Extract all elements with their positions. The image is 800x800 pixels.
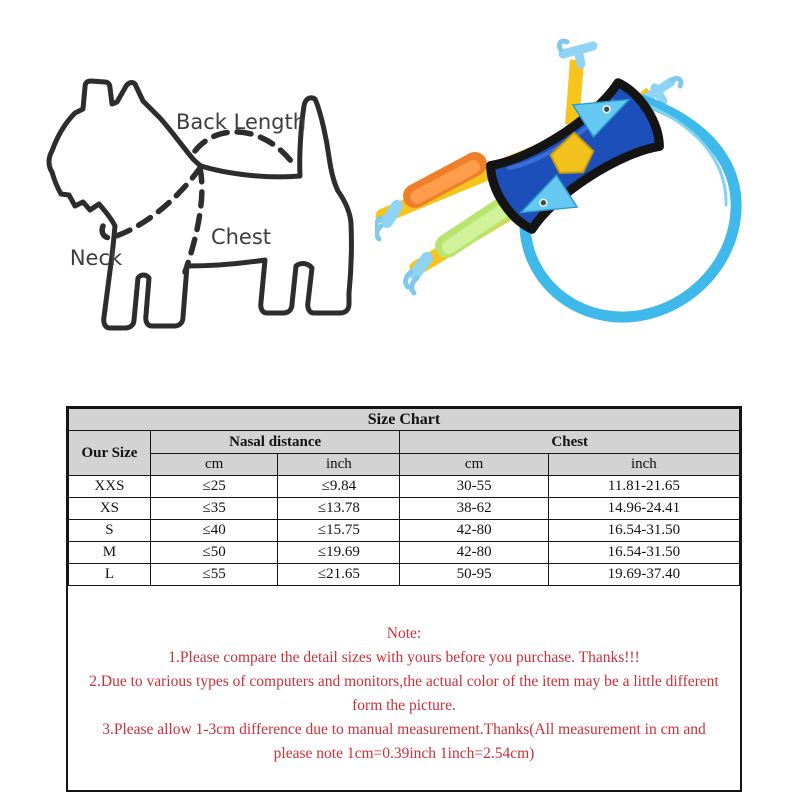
cell-nasal-cm: ≤25 [150,476,277,498]
note-block [68,586,740,790]
chest-label: Chest [210,225,272,249]
col-header-nasal-distance: Nasal distance [150,431,400,454]
cell-size: S [69,520,151,542]
cell-chest-cm: 50-95 [400,564,548,586]
cell-nasal-cm: ≤50 [150,542,277,564]
unit-header-chest-cm: cm [400,454,548,476]
cell-nasal-cm: ≤40 [150,520,277,542]
size-chart-title: Size Chart [69,409,740,431]
note-line-2: 2.Due to various types of computers and monitors,the actual color of the item may be a little different form the picture. [89,673,719,715]
table-row-m [69,542,740,564]
cell-chest-cm: 30-55 [400,476,548,498]
halo-harness-product-image [375,20,775,360]
cell-nasal-inch: ≤21.65 [278,564,400,586]
table-row-xs [69,498,740,520]
cell-size: XS [69,498,151,520]
cell-chest-inch: 14.96-24.41 [548,498,739,520]
table-row-l [69,564,740,586]
size-chart-table [68,408,740,586]
back-length-dash-line [195,132,291,161]
dog-measurement-diagram [15,25,375,355]
back-length-label: Back Length [175,110,307,134]
cell-nasal-inch: ≤13.78 [278,498,400,520]
cell-size: XXS [69,476,151,498]
neck-label: Neck [69,246,123,270]
col-header-our-size: Our Size [69,431,151,476]
unit-header-chest-inch: inch [548,454,739,476]
cell-chest-inch: 11.81-21.65 [548,476,739,498]
note-line-3: 3.Please allow 1-3cm difference due to manual measurement.Thanks(All measurement in cm and please note 1cm=0.39inch 1inch=2.54cm) [102,721,706,763]
cell-chest-cm: 42-80 [400,542,548,564]
cell-nasal-cm: ≤55 [150,564,277,586]
col-header-chest: Chest [400,431,740,454]
table-row-xxs [69,476,740,498]
cell-nasal-inch: ≤15.75 [278,520,400,542]
note-line-1: 1.Please compare the detail sizes with yours before you purchase. Thanks!!! [168,649,640,667]
cell-chest-cm: 42-80 [400,520,548,542]
table-row-s [69,520,740,542]
cell-nasal-inch: ≤19.69 [278,542,400,564]
size-chart-box [66,406,742,792]
cell-chest-inch: 19.69-37.40 [548,564,739,586]
cell-chest-cm: 38-62 [400,498,548,520]
cell-size: L [69,564,151,586]
cell-chest-inch: 16.54-31.50 [548,542,739,564]
unit-header-nasal-cm: cm [150,454,277,476]
cell-nasal-inch: ≤9.84 [278,476,400,498]
note-title: Note: [386,625,422,642]
cell-size: M [69,542,151,564]
unit-header-nasal-inch: inch [278,454,400,476]
cell-nasal-cm: ≤35 [150,498,277,520]
cell-chest-inch: 16.54-31.50 [548,520,739,542]
